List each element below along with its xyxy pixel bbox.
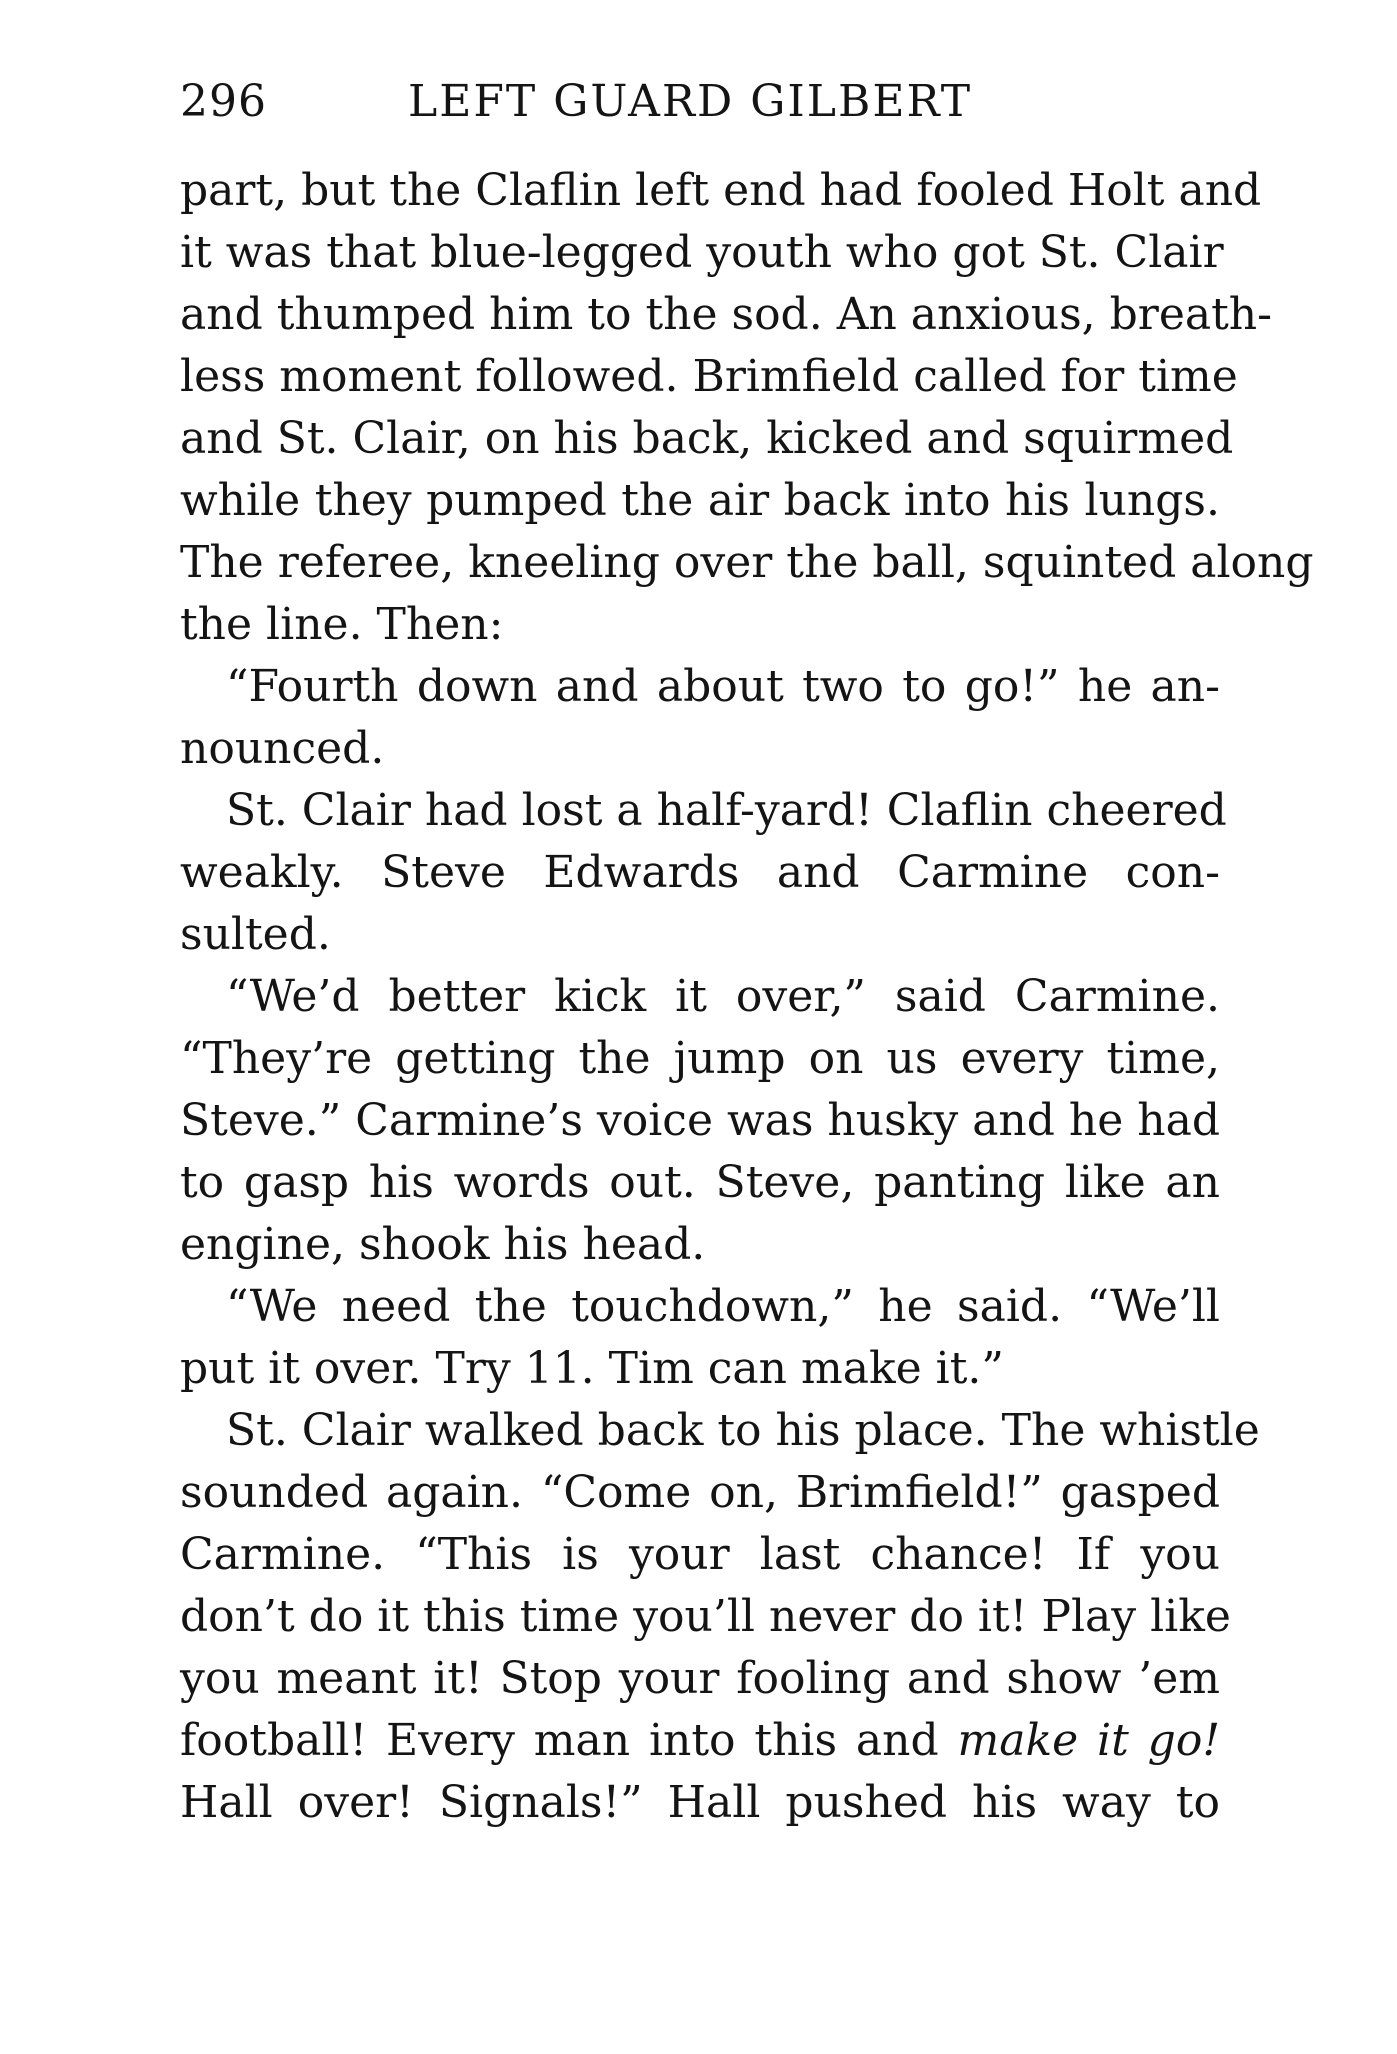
text-line: put it over. Try 11. Tim can make it.” [180,1343,1004,1394]
text-line: Steve.” Carmine’s voice was husky and he had [180,1095,1221,1146]
text-line: weakly. Steve Edwards and Carmine con- [180,847,1220,898]
text-line: Hall over! Signals!” Hall pushed his way to [180,1777,1220,1828]
text-line: Carmine. “This is your last chance! If you [180,1529,1220,1580]
italic-emphasis: make it go! [957,1715,1220,1766]
text-line [180,1710,1220,1772]
text-line: St. Clair walked back to his place. The whistle [226,1405,1260,1456]
text-line: and thumped him to the sod. An anxious, breath- [180,289,1272,340]
text-line: while they pumped the air back into his lungs. [180,475,1220,526]
text-line: part, but the Claflin left end had fooled Holt and [180,165,1262,216]
text-line: “They’re getting the jump on us every time, [180,1033,1220,1084]
text-line: “We’d better kick it over,” said Carmine. [226,971,1220,1022]
text-line: it was that blue-legged youth who got St. Clair [180,227,1224,278]
text-line: the line. Then: [180,599,504,650]
text-line: less moment followed. Brimfield called for time [180,351,1238,402]
text-line: The referee, kneeling over the ball, squinted along [180,537,1314,588]
text-line: don’t do it this time you’ll never do it! Play like [180,1591,1231,1642]
text-line: nounced. [180,723,385,774]
body-text [180,160,1314,1834]
text-line: engine, shook his head. [180,1219,706,1270]
text-line: St. Clair had lost a half-yard! Claflin cheered [226,785,1227,836]
text-line: “We need the touchdown,” he said. “We’ll [226,1281,1220,1332]
text-line: sulted. [180,909,331,960]
text-line: to gasp his words out. Steve, panting like an [180,1157,1220,1208]
page-header [180,72,1220,132]
running-title: LEFT GUARD GILBERT [408,76,973,127]
text-line: and St. Clair, on his back, kicked and squirmed [180,413,1234,464]
text-line: you meant it! Stop your fooling and show ’em [180,1653,1220,1704]
text-line: “Fourth down and about two to go!” he an- [226,661,1220,712]
text-line-start: football! Every man into this and [180,1715,958,1766]
page-number: 296 [180,76,267,127]
text-line: sounded again. “Come on, Brimfield!” gasped [180,1467,1220,1518]
